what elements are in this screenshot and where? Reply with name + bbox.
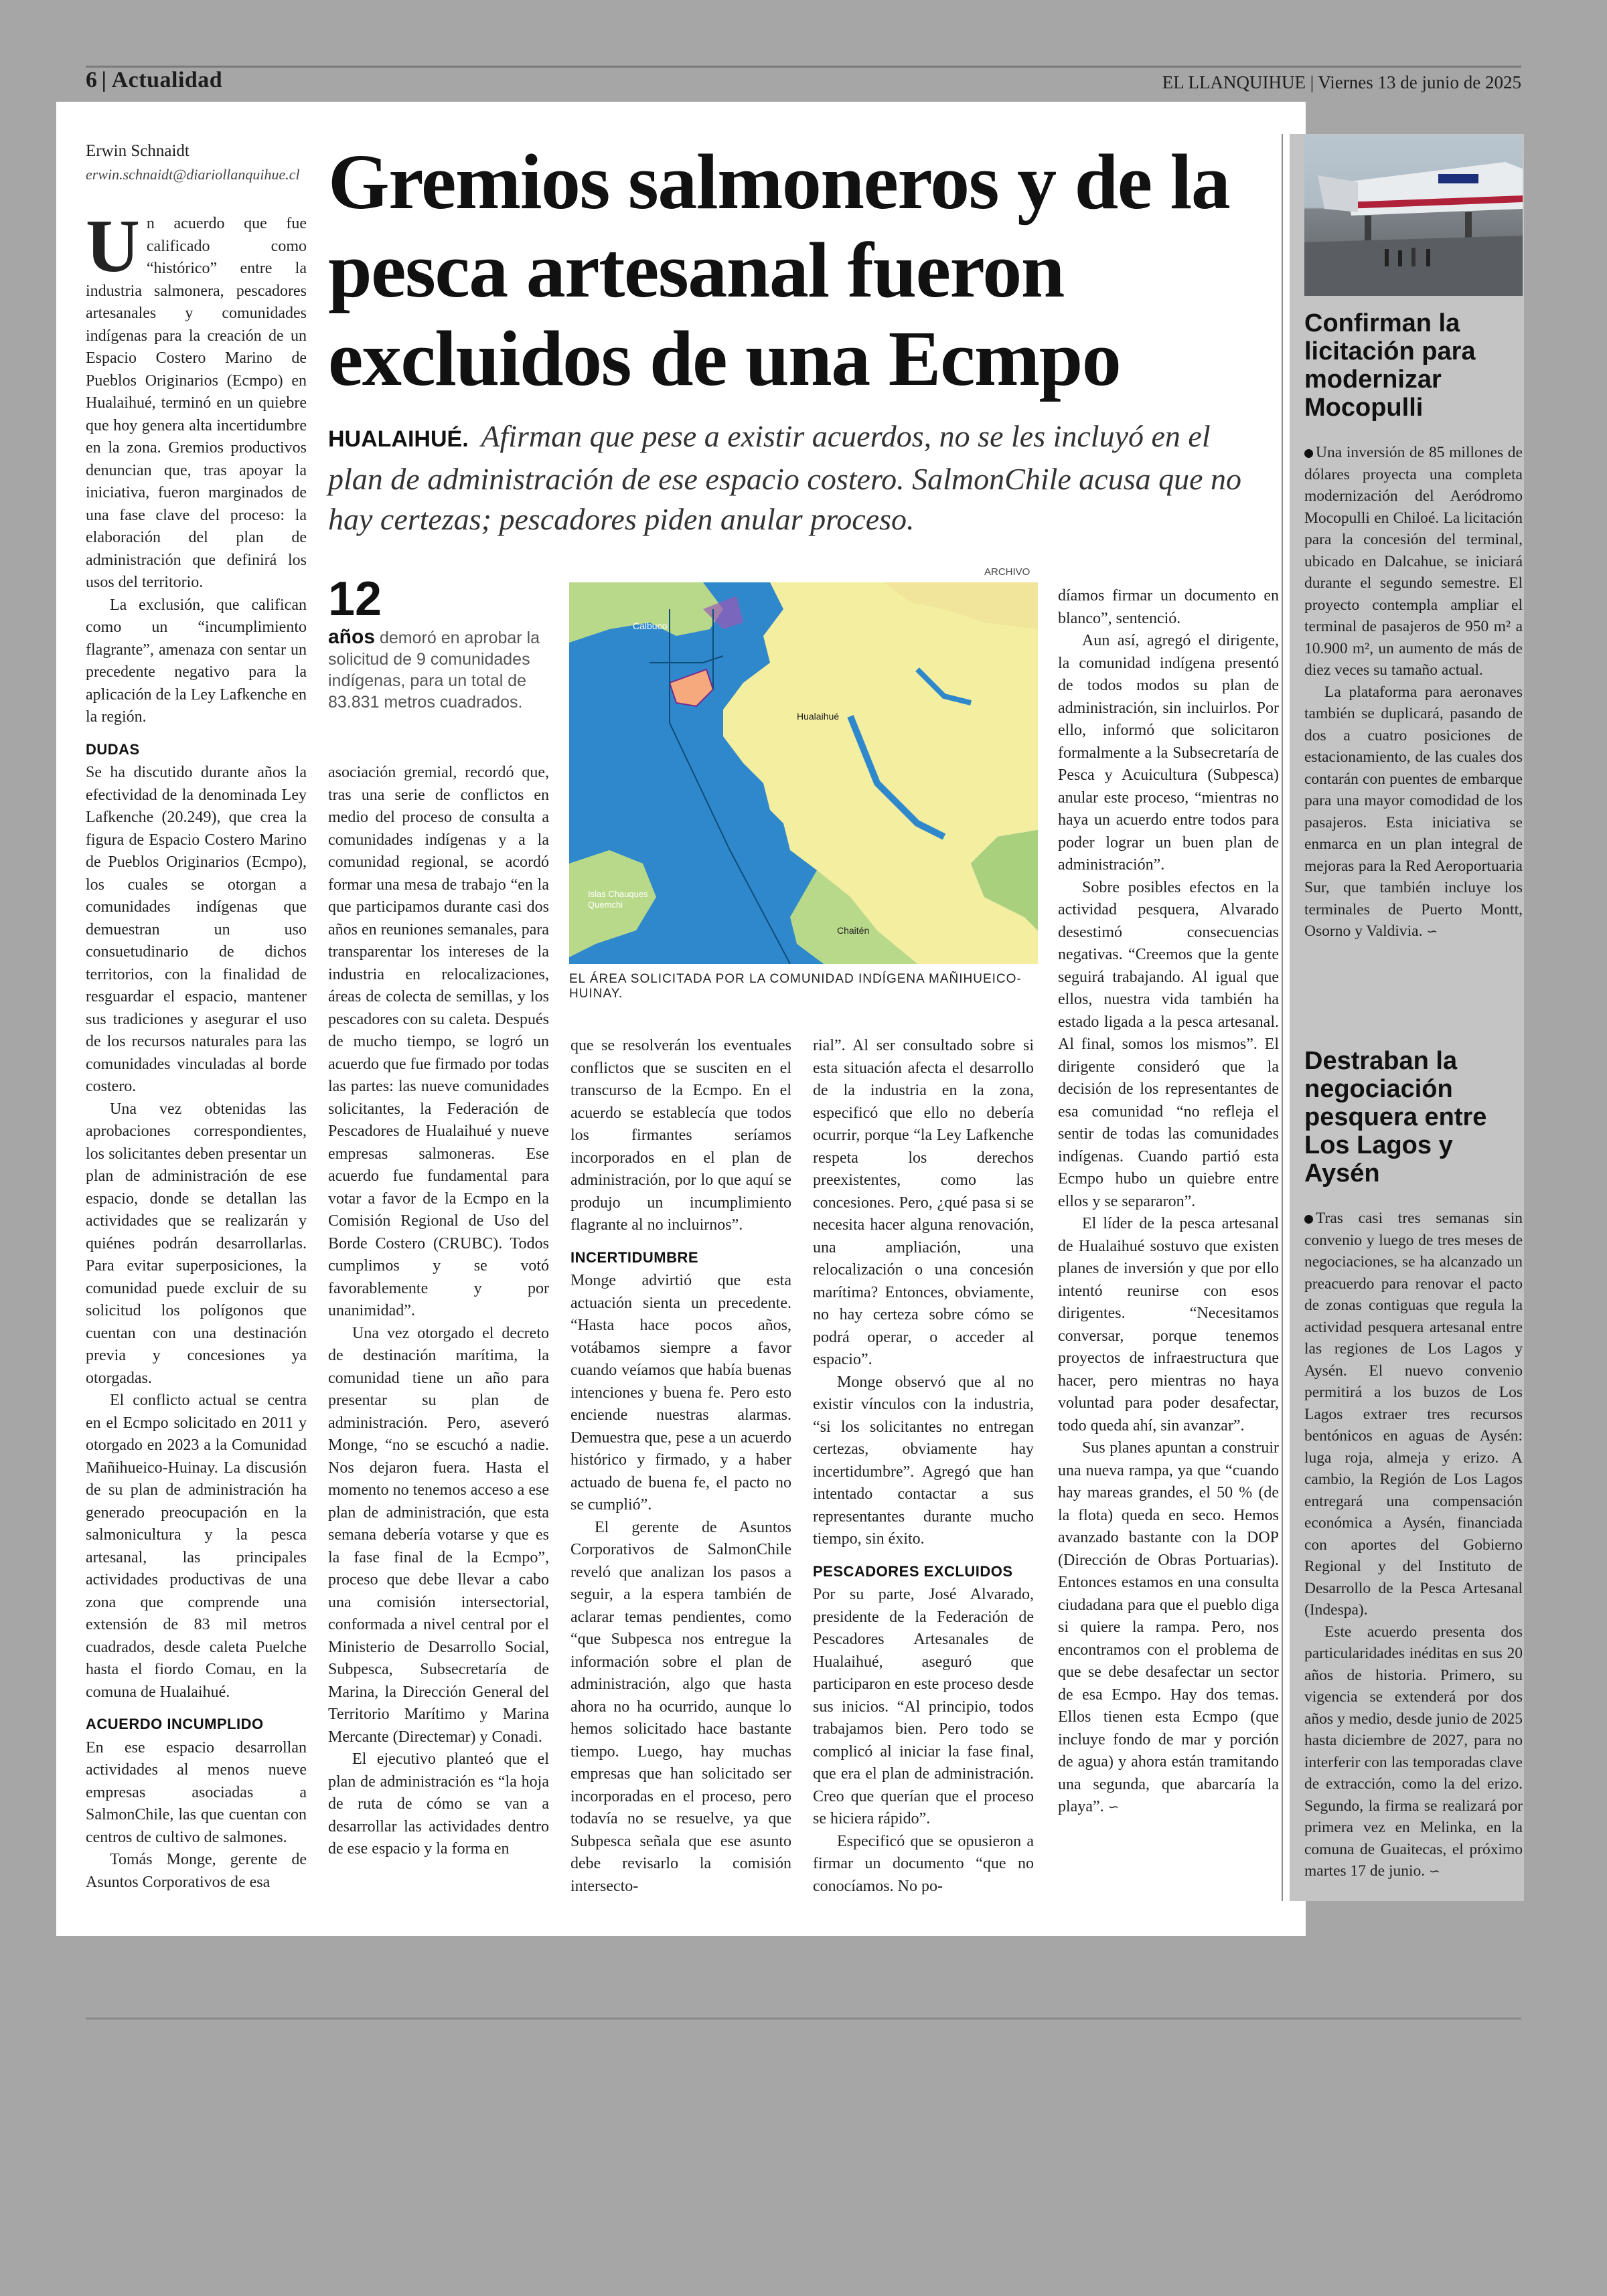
- header-rule: [86, 66, 1521, 68]
- author-name: Erwin Schnaidt: [86, 142, 189, 160]
- stat-box: [328, 572, 549, 713]
- paragraph: rial”. Al ser consultado sobre si esta situación afecta el desarrollo de la industria en la zona, especificó que ello no debería ocurrir, porque “la Ley Lafkenche respeta los derechos preexistentes, como las concesiones. Pero, ¿qué pasa si se necesita hacer alguna renovación, una ampliación, una relocalización o una concesión marítima? Entonces, obviamente, no hay certeza sobre cómo se podrá operar, o acceder al espacio”.: [813, 1037, 1034, 1368]
- paragraph: Sus planes apuntan a construir una nueva rampa, ya que “cuando hay mareas grandes, el 50 % (de la flota) queda en seco. Hemos avanzado bastante con la DOP (Dirección de Obras Portuarias). Entonces estamos en una consulta ciudadana para que el pueblo diga si quiere la rampa. Pero, nos encontramos con el problema de que se debe desafectar un sector de esa Ecmpo. Hay dos temas. Ellos tienen esta Ecmpo (que incluye fondo de mar y porción de agua) y ahora están tramitando una segunda, que abarcaría la playa”. ∽: [1058, 1439, 1279, 1815]
- subheading-pescadores: PESCADORES EXCLUIDOS: [813, 1562, 1013, 1580]
- page-number: 6: [86, 68, 98, 92]
- paragraph: El líder de la pesca artesanal de Hualaihué sostuvo que existen planes de inversión y que por ello intentó reunirse con esos dirigentes. “Necesitamos conversar, porque tenemos proyectos de infraestructura que hacer, pero mientras no haya voluntad para poder desafectar, todo queda ahí, sin avanzar”.: [1058, 1215, 1279, 1434]
- map-caption: EL ÁREA SOLICITADA POR LA COMUNIDAD INDÍGENA MAÑIHUEICO-HUINAY.: [569, 972, 1022, 1001]
- subheading-acuerdo: ACUERDO INCUMPLIDO: [86, 1716, 264, 1732]
- subheading-incertidumbre: INCERTIDUMBRE: [570, 1248, 699, 1266]
- sidebar-divider: [1282, 134, 1283, 1901]
- paragraph: Sobre posibles efectos en la actividad pesquera, Alvarado desestimó consecuencias negativas. “Creemos que la gente seguirá trabajando. Al igual que ellos, nuestra vida también ha estado ligada a la pesca artesanal. Al final, somos los mismos”. El dirigente consideró que la decisión de los representantes de esa comunidad “no refleja el sentir de todas las comunidades indígenas. Cuando partió esta Ecmpo hubo un quiebre entre ellos y se separaron”.: [1058, 878, 1279, 1210]
- headline: Gremios salmoneros y de la pesca artesanal fueron excluidos de una Ecmpo: [328, 138, 1230, 402]
- sidebar-headline: Confirman la licitación para modernizar Mocopulli: [1304, 309, 1476, 422]
- map-graphic: [569, 582, 1038, 964]
- footer-rule: [86, 2018, 1521, 2020]
- paragraph: El gerente de Asuntos Corporativos de SalmonChile reveló que analizan los pasos a seguir, a la espera también de aclarar temas pendientes, como “que Subpesca nos entregue la información sobre el plan de administración, algo que hasta ahora no ha ocurrido, aunque lo hemos solicitado hace bastante tiempo. Luego, hay muchas empresas que han solicitado ser incorporadas en el proceso, pero todavía no se resuelve, ya que Subpesca señala que ese asunto debe revisarlo la comisión intersecto-: [570, 1518, 791, 1895]
- paragraph: Este acuerdo presenta dos particularidades inéditas en sus 20 años de historia. Primero, su vigencia se extenderá por dos años y medio, desde junio de 2025 hasta diciembre de 2027, para no interferir con las temporadas clave de extracción, como la del erizo. Segundo, la firma se realizará por primera vez en Melinka, en la comuna de Guaitecas, el próximo martes 17 de junio. ∽: [1304, 1623, 1523, 1880]
- paragraph: Una inversión de 85 millones de dólares proyecta una completa modernización del Aeródromo Mocopulli en Chiloé. La licitación para la concesión del terminal, ubicado en Dalcahue, se iniciará durante el segundo semestre. El proyecto contempla ampliar el terminal de pasajeros de 950 m² a 10.900 m², un aumento de más de diez veces su tamaño actual.: [1304, 444, 1523, 679]
- map-credit: ARCHIVO: [984, 566, 1030, 578]
- paragraph: Aun así, agregó el dirigente, la comunidad indígena presentó de todos modos su plan de administración, sin incluirlos. Por ello, informó que solicitaron formalmente a la Subsecretaría de Pesca y Acuicultura (Subpesca) anular este proceso, “mientras no haya un acuerdo entre todos para poder lograr un buen plan de administración”.: [1058, 632, 1279, 874]
- map-label-hualaihue: Hualaihué: [797, 711, 840, 722]
- deck: [328, 416, 1266, 540]
- paragraph: díamos firmar un documento en blanco”, sentenció.: [1058, 587, 1279, 627]
- paragraph: que se resolverán los eventuales conflictos que se susciten en el transcurso de la Ecmpo. En el acuerdo se establecía que todos los firmantes seríamos incorporados en el plan de administración, por lo que aquí se produjo un incumplimiento flagrante al no incluirnos”.: [570, 1037, 791, 1234]
- stat-number: 12: [328, 572, 382, 626]
- paragraph: Tomás Monge, gerente de Asuntos Corporativos de esa: [86, 1851, 307, 1891]
- author-email[interactable]: erwin.schnaidt@diariollanquihue.cl: [86, 166, 300, 183]
- paragraph: Una vez otorgado el decreto de destinación marítima, la comunidad tiene un año para presentar su plan de administración. Pero, aseveró Monge, “no se escuchó a nadie. Nos dejaron fuera. Hasta el momento no tenemos acceso a ese plan de administración, que esta semana debería votarse y que es la fase final de la Ecmpo”, proceso que debe llevar a cabo una comisión intersectorial, conformada a nivel central por el Ministerio de Desarrollo Social, Subpesca, Subsecretaría de Marina, la Dirección General del Territorio Marítimo y Marina Mercante (Directemar) y Conadi.: [328, 1324, 549, 1746]
- paragraph: En ese espacio desarrollan actividades al menos nueve empresas asociadas a SalmonChile, las que cuentan con centros de cultivo de salmones.: [86, 1738, 307, 1846]
- issue-date: Viernes 13 de junio de 2025: [1318, 72, 1521, 92]
- subheading-dudas: DUDAS: [86, 740, 140, 758]
- map-figure: [569, 582, 1038, 964]
- paragraph: Especificó que se opusieron a firmar un documento “que no conocíamos. No po-: [813, 1832, 1034, 1895]
- paragraph: La exclusión, que califican como un “incumplimiento flagrante”, amenaza con sentar un precedente negativo para la aplicación de la Ley Lafkenche en la región.: [86, 596, 307, 726]
- article-column-1: [86, 205, 307, 1894]
- paragraph: Monge advirtió que esta actuación sienta un precedente. “Hasta hace pocos años, votábamos siempre a favor cuando veíamos que había buenas intenciones y buena fe. Pero esto enciende nuestras alarmas. Demuestra que, pese a un acuerdo histórico y firmado, y a haber actuado de buena fe, el pacto no se cumplió”.: [570, 1272, 791, 1513]
- airport-photo-graphic: [1304, 135, 1523, 296]
- end-mark-icon: ∽: [1426, 923, 1438, 939]
- kicker: HUALAIHUÉ.: [328, 426, 469, 452]
- paragraph: El conflicto actual se centra en el Ecmpo solicitado en 2011 y otorgado en 2023 a la Comunidad Mañihueico-Huinay. La discusión de su plan de administración ha generado preocupación en la salmonicultura y la pesca artesanal, las principales actividades productivas de una zona que comprende una extensión de 83 mil metros cuadrados, desde caleta Puelche hasta el fiordo Comau, en la comuna de Hualaihué.: [86, 1392, 307, 1701]
- map-label-quemchi: Quemchi: [588, 900, 623, 910]
- map-label-calbuco: Calbuco: [633, 621, 668, 631]
- paragraph: Tras casi tres semanas sin convenio y luego de tres meses de negociaciones, se ha alcanzado un preacuerdo para renovar el pacto de zonas contiguas que regula la actividad pesquera artesanal entre las regiones de Los Lagos y Aysén. El nuevo convenio permitirá a los buzos de Los Lagos extraer tres recursos bentónicos en aguas de Aysén: luga roja, almeja y erizo. A cambio, la Región de Los Lagos entregará una compensación económica a Aysén, financiada con aportes del Gobierno Regional y del Instituto de Desarrollo de la Pesca Artesanal (Indespa).: [1304, 1210, 1523, 1619]
- stat-unit: años: [328, 626, 376, 648]
- article-column-5: [1058, 585, 1279, 1819]
- paragraph: asociación gremial, recordó que, tras una serie de conflictos en medio del proceso de consulta a comunidades indígenas y a la comunidad regional, se acordó formar una mesa de trabajo “en la que participamos durante casi dos años en reuniones semanales, para transparentar los intereses de la industria en relocalizaciones, áreas de colecta de semillas, y los pescadores con su caleta. Después de mucho tiempo, se logró un acuerdo que fue firmado por todas las partes: las nueve comunidades solicitantes, la Federación de Pescadores de Hualaihué y nueve empresas salmoneras. Ese acuerdo fue fundamental para votar a favor de la Ecmpo en la Comisión Regional de Uso del Borde Costero (CRUBC). Todos cumplimos y se votó favorablemente y por unanimidad”.: [328, 764, 549, 1319]
- bullet-icon: [1304, 449, 1313, 458]
- section-name: Actualidad: [111, 68, 223, 92]
- paragraph: La plataforma para aeronaves también se duplicará, pasando de dos a cuatro posiciones de estacionamiento, de las cuales dos contarán con puentes de embarque para una mayor comodidad de los pasajeros. Esta iniciativa se enmarca en un plan integral de mejoras para la Red Aeroportuaria Sur, que también incluye los terminales de Puerto Montt, Osorno y Valdivia. ∽: [1304, 683, 1523, 940]
- article-column-4: [813, 1035, 1034, 1898]
- sidebar-story-aysen: [1304, 1047, 1523, 1882]
- stat-description: [328, 627, 549, 713]
- airport-photo: [1304, 135, 1523, 296]
- map-label-chauques: Islas Chauques: [588, 889, 648, 899]
- end-mark-icon: ∽: [1429, 1863, 1440, 1879]
- paragraph: Se ha discutido durante años la efectividad de la denominada Ley Lafkenche (20.249), que crea la figura de Espacio Costero Marino de Pueblos Originarios (Ecmpo), los cuales se otorgan a comunidades indígenas que demuestran un uso consuetudinario de dichos territorios, con la finalidad de resguardar el espacio, mantener sus tradiciones y asegurar el uso de los recursos naturales para las comunidades vinculadas al borde costero.: [86, 764, 307, 1095]
- paragraph: El ejecutivo planteó que el plan de administración es “la hoja de ruta de cómo se van a desarrollar las actividades dentro de ese espacio y la forma en: [328, 1750, 549, 1858]
- newspaper-name: EL LLANQUIHUE: [1162, 72, 1306, 92]
- drop-cap: U: [86, 205, 140, 288]
- article-column-2: [328, 762, 549, 1861]
- stat-text: demoró en aprobar la solicitud de 9 comunidades indígenas, para un total de 83.831 metros cuadrados.: [328, 629, 540, 712]
- article-column-3: [570, 1035, 791, 1898]
- paragraph: Por su parte, José Alvarado, presidente de la Federación de Pescadores Artesanales de Hualaihué, aseguró que participaron en este proceso desde sus inicios. “Al principio, todos trabajamos bien. Pero todo se complicó al iniciar la fase final, que era el plan de administración. Creo que querían que el proceso se hiciera rápido”.: [813, 1586, 1034, 1827]
- sidebar-story-mocopulli: [1304, 309, 1523, 942]
- deck-text: Afirman que pese a existir acuerdos, no se les incluyó en el plan de administración de ese espacio costero. SalmonChile acusa que no hay certezas; pescadores piden anular proceso.: [328, 419, 1242, 536]
- map-label-chaiten: Chaitén: [837, 925, 870, 936]
- lead-paragraph: Un acuerdo que fue calificado como “histórico” entre la industria salmonera, pescadores artesanales y comunidades indígenas para la creación de un Espacio Costero Marino de Pueblos Originarios (Ecmpo) en Hualaihué, terminó en un quiebre que hoy genera alta incertidumbre en la zona. Gremios productivos denuncian que, tras apoyar la iniciativa, fueron marginados de una fase clave del proceso: la elaboración del plan de administración que definirá los usos del territorio.: [86, 205, 307, 591]
- bullet-icon: [1304, 1215, 1313, 1224]
- byline: [86, 142, 300, 183]
- paragraph: Monge observó que al no existir vínculos con la industria, “si los solicitantes no entregan certezas, obviamente hay incertidumbre”. Agregó que han intentado contactar a sus representantes durante mucho tiempo, sin éxito.: [813, 1373, 1034, 1548]
- masthead: EL LLANQUIHUE | Viernes 13 de junio de 2025: [1162, 72, 1521, 92]
- end-mark-icon: ∽: [1107, 1799, 1120, 1815]
- section-label: 6 | Actualidad: [86, 68, 223, 92]
- paragraph: Una vez obtenidas las aprobaciones correspondientes, los solicitantes deben presentar un plan de administración de ese espacio, donde se detallan las actividades que se realizarán y quiénes podrán desarrollarlas. Para evitar superposiciones, la comunidad puede excluir de su solicitud los polígonos que cuentan con una destinación previa y concesiones ya otorgadas.: [86, 1100, 307, 1387]
- sidebar-headline: Destraban la negociación pesquera entre Los Lagos y Aysén: [1304, 1047, 1487, 1187]
